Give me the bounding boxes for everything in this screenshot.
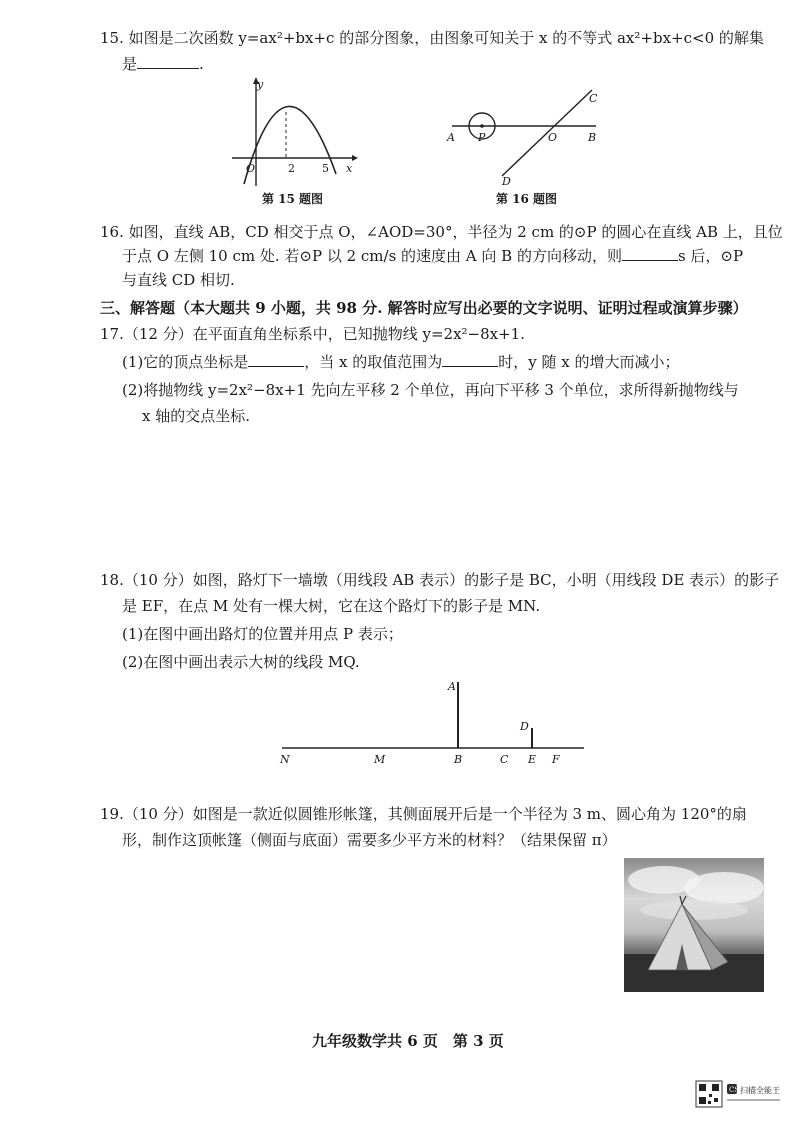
q16-label-d: D [502,175,511,186]
q15-x-label: x [346,162,353,175]
q15-line2 [122,54,204,74]
q17-range-blank[interactable] [442,352,498,367]
scanner-label: 扫描全能王 [740,1086,780,1095]
q17-part1 [122,352,680,372]
scanner-watermark [694,1078,784,1112]
q17-part1-b: ，当 x 的取值范围为 [304,353,443,371]
q15-figure [226,74,360,190]
q18-label-a: A [448,680,456,693]
q16-label-b: B [588,131,597,144]
q17-part2-line1: (2)将抛物线 y=2x²−8x+1 先向左平移 2 个单位，再向下平移 3 个单位，求所得新抛物线与 [122,381,739,399]
q17-part2-line2: x 轴的交点坐标. [142,407,250,425]
tent-drawing [624,858,764,992]
page-footer: 九年级数学共 6 页 第 3 页 [312,1032,504,1050]
q15-tick-2: 2 [288,162,295,175]
q16-caption: 第 16 题图 [496,192,558,206]
q16-answer-blank[interactable] [622,246,678,261]
q18-part2: (2)在图中画出表示大树的线段 MQ. [122,653,360,671]
q17-part1-a: (1)它的顶点坐标是 [122,353,249,371]
q15-line1: 15. 如图是二次函数 y=ax²+bx+c 的部分图象，由图象可知关于 x 的不等式 ax²+bx+c<0 的解集 [100,29,764,47]
q15-origin-label: O [246,162,256,175]
q16-figure [446,86,602,186]
q15-line2-prefix: 是 [122,55,138,73]
q18-part1: (1)在图中画出路灯的位置并用点 P 表示； [122,625,403,643]
q16-label-c: C [589,92,598,105]
q18-line1: 18.（10 分）如图，路灯下一墙墩（用线段 AB 表示）的影子是 BC，小明（用线段 DE 表示）的影子 [100,571,780,589]
q16-line1: 16. 如图，直线 AB，CD 相交于点 O，∠AOD=30°，半径为 2 cm 的⊙P 的圆心在直线 AB 上，且位 [100,223,783,241]
scanner-logo [694,1078,784,1112]
section3-title: 三、解答题（本大题共 9 小题，共 98 分. 解答时应写出必要的文字说明、证明过程或演算步骤） [100,299,748,317]
q16-line2 [122,246,743,266]
q19-line1: 19.（10 分）如图是一款近似圆锥形帐篷，其侧面展开后是一个半径为 3 m、圆心角为 120°的扇 [100,805,747,823]
q16-label-a: A [447,131,455,144]
tent-photo [624,858,764,992]
q18-figure [272,672,592,772]
q18-label-m: M [374,753,386,766]
q17-vertex-blank[interactable] [248,352,304,367]
q18-label-b: B [454,753,463,766]
q16-line2-suffix: s 后，⊙P [677,247,744,265]
q15-tick-5: 5 [322,162,329,175]
q19-line2: 形，制作这顶帐篷（侧面与底面）需要多少平方米的材料？（结果保留 π） [122,831,617,849]
q17-part1-c: 时，y 随 x 的增大而减小； [498,353,680,371]
q18-label-n: N [280,753,290,766]
q17-line1: 17.（12 分）在平面直角坐标系中，已知抛物线 y=2x²−8x+1. [100,325,525,343]
q18-line2: 是 EF，在点 M 处有一棵大树，它在这个路灯下的影子是 MN. [122,597,541,615]
q18-label-d: D [520,720,529,733]
q16-label-p: P [478,131,486,144]
q15-y-label: y [257,78,264,91]
q16-center-p [480,124,484,128]
q16-line3: 与直线 CD 相切. [122,271,235,289]
q18-label-f: F [552,753,560,766]
q15-x-arrow-icon [352,155,358,161]
q16-line2-prefix: 于点 O 左侧 10 cm 处. 若⊙P 以 2 cm/s 的速度由 A 向 B 的方向移动，则 [122,247,622,265]
q15-line2-suffix: . [199,55,204,73]
q15-caption: 第 15 题图 [262,192,324,206]
svg-text:CS: CS [729,1086,740,1094]
q18-label-c: C [500,753,509,766]
q18-label-e: E [528,753,537,766]
q16-line-cd [502,90,592,176]
q15-answer-blank[interactable] [137,54,199,69]
q16-label-o: O [548,131,558,144]
